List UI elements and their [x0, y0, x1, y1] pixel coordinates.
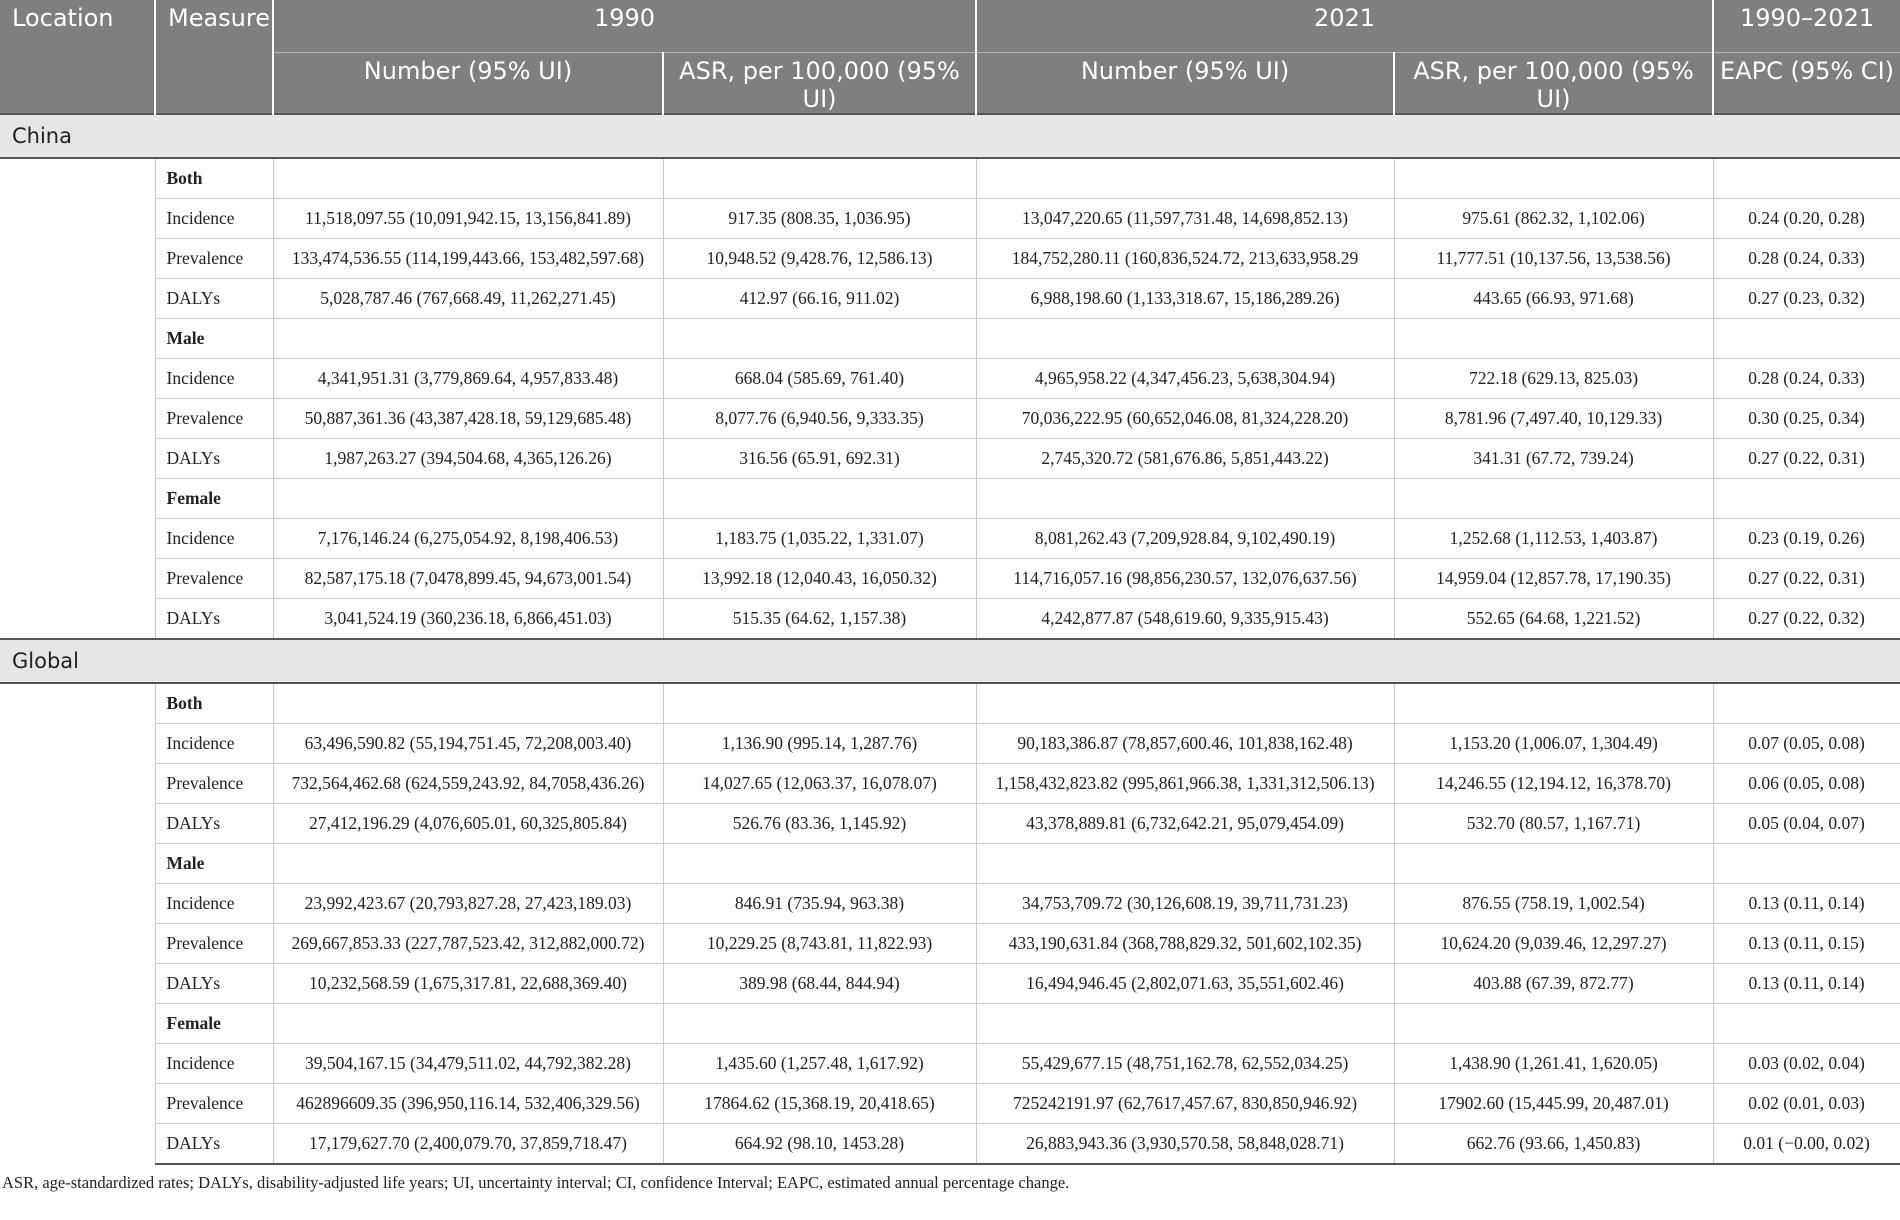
header-asr-1990: ASR, per 100,000 (95% UI)	[663, 53, 976, 115]
measure-cell: Incidence	[155, 519, 273, 559]
measure-cell: Incidence	[155, 199, 273, 239]
empty-cell	[976, 1004, 1394, 1044]
asr-2021-cell: 876.55 (758.19, 1,002.54)	[1394, 884, 1713, 924]
eapc-cell: 0.13 (0.11, 0.14)	[1713, 884, 1900, 924]
number-1990-cell: 4,341,951.31 (3,779,869.64, 4,957,833.48)	[273, 359, 663, 399]
eapc-cell: 0.01 (−0.00, 0.02)	[1713, 1124, 1900, 1165]
number-2021-cell: 16,494,946.45 (2,802,071.63, 35,551,602.46)	[976, 964, 1394, 1004]
number-1990-cell: 82,587,175.18 (7,0478,899.45, 94,673,001.54)	[273, 559, 663, 599]
sex-label: Female	[155, 479, 273, 519]
eapc-cell: 0.07 (0.05, 0.08)	[1713, 724, 1900, 764]
empty-cell	[663, 844, 976, 884]
eapc-cell: 0.27 (0.22, 0.31)	[1713, 559, 1900, 599]
asr-2021-cell: 17902.60 (15,445.99, 20,487.01)	[1394, 1084, 1713, 1124]
table-row	[0, 359, 1900, 399]
sex-group-row	[0, 319, 1900, 359]
asr-1990-cell: 846.91 (735.94, 963.38)	[663, 884, 976, 924]
empty-cell	[273, 844, 663, 884]
asr-1990-cell: 14,027.65 (12,063.37, 16,078.07)	[663, 764, 976, 804]
empty-cell	[663, 479, 976, 519]
sex-label: Both	[155, 158, 273, 199]
asr-1990-cell: 917.35 (808.35, 1,036.95)	[663, 199, 976, 239]
asr-2021-cell: 11,777.51 (10,137.56, 13,538.56)	[1394, 239, 1713, 279]
asr-1990-cell: 412.97 (66.16, 911.02)	[663, 279, 976, 319]
empty-cell	[1394, 319, 1713, 359]
measure-cell: DALYs	[155, 599, 273, 640]
header-number-2021: Number (95% UI)	[976, 53, 1394, 115]
table-row	[0, 559, 1900, 599]
number-1990-cell: 10,232,568.59 (1,675,317.81, 22,688,369.40)	[273, 964, 663, 1004]
number-2021-cell: 13,047,220.65 (11,597,731.48, 14,698,852.13)	[976, 199, 1394, 239]
asr-2021-cell: 552.65 (64.68, 1,221.52)	[1394, 599, 1713, 640]
empty-cell	[1394, 683, 1713, 724]
number-1990-cell: 17,179,627.70 (2,400,079.70, 37,859,718.47)	[273, 1124, 663, 1165]
eapc-cell: 0.30 (0.25, 0.34)	[1713, 399, 1900, 439]
empty-cell	[1713, 844, 1900, 884]
empty-cell	[1713, 479, 1900, 519]
eapc-cell: 0.28 (0.24, 0.33)	[1713, 239, 1900, 279]
sex-label: Male	[155, 319, 273, 359]
asr-1990-cell: 13,992.18 (12,040.43, 16,050.32)	[663, 559, 976, 599]
eapc-cell: 0.13 (0.11, 0.15)	[1713, 924, 1900, 964]
eapc-cell: 0.06 (0.05, 0.08)	[1713, 764, 1900, 804]
asr-2021-cell: 403.88 (67.39, 872.77)	[1394, 964, 1713, 1004]
number-2021-cell: 114,716,057.16 (98,856,230.57, 132,076,637.56)	[976, 559, 1394, 599]
table-row	[0, 724, 1900, 764]
measure-cell: Incidence	[155, 359, 273, 399]
number-1990-cell: 732,564,462.68 (624,559,243.92, 84,7058,436.26)	[273, 764, 663, 804]
asr-2021-cell: 10,624.20 (9,039.46, 12,297.27)	[1394, 924, 1713, 964]
section-row	[0, 639, 1900, 683]
empty-cell	[1713, 1004, 1900, 1044]
sex-group-row	[0, 1004, 1900, 1044]
table-row	[0, 964, 1900, 1004]
empty-cell	[1394, 158, 1713, 199]
table-row	[0, 1124, 1900, 1165]
table-row	[0, 519, 1900, 559]
eapc-cell: 0.27 (0.23, 0.32)	[1713, 279, 1900, 319]
number-1990-cell: 63,496,590.82 (55,194,751.45, 72,208,003.40)	[273, 724, 663, 764]
header-number-1990: Number (95% UI)	[273, 53, 663, 115]
asr-2021-cell: 975.61 (862.32, 1,102.06)	[1394, 199, 1713, 239]
measure-cell: Prevalence	[155, 399, 273, 439]
measure-cell: Prevalence	[155, 924, 273, 964]
empty-cell	[273, 479, 663, 519]
asr-1990-cell: 8,077.76 (6,940.56, 9,333.35)	[663, 399, 976, 439]
measure-cell: Prevalence	[155, 764, 273, 804]
number-2021-cell: 725242191.97 (62,7617,457.67, 830,850,946.92)	[976, 1084, 1394, 1124]
empty-cell	[663, 1004, 976, 1044]
empty-cell	[1394, 844, 1713, 884]
measure-cell: DALYs	[155, 439, 273, 479]
eapc-cell: 0.13 (0.11, 0.14)	[1713, 964, 1900, 1004]
header-year-2021: 2021	[976, 0, 1713, 53]
number-1990-cell: 23,992,423.67 (20,793,827.28, 27,423,189.03)	[273, 884, 663, 924]
asr-2021-cell: 8,781.96 (7,497.40, 10,129.33)	[1394, 399, 1713, 439]
asr-1990-cell: 664.92 (98.10, 1453.28)	[663, 1124, 976, 1165]
number-2021-cell: 43,378,889.81 (6,732,642.21, 95,079,454.09)	[976, 804, 1394, 844]
table-header	[0, 0, 1900, 114]
asr-1990-cell: 526.76 (83.36, 1,145.92)	[663, 804, 976, 844]
number-1990-cell: 5,028,787.46 (767,668.49, 11,262,271.45)	[273, 279, 663, 319]
asr-1990-cell: 1,183.75 (1,035.22, 1,331.07)	[663, 519, 976, 559]
empty-cell	[976, 319, 1394, 359]
section-location: China	[0, 114, 1900, 158]
header-measure: Measure	[155, 0, 273, 114]
sex-group-row	[0, 844, 1900, 884]
table-row	[0, 399, 1900, 439]
eapc-cell: 0.24 (0.20, 0.28)	[1713, 199, 1900, 239]
number-2021-cell: 1,158,432,823.82 (995,861,966.38, 1,331,312,506.13)	[976, 764, 1394, 804]
table-row	[0, 884, 1900, 924]
header-eapc: EAPC (95% CI)	[1713, 53, 1900, 115]
empty-cell	[1394, 479, 1713, 519]
table-row	[0, 1084, 1900, 1124]
table-row	[0, 599, 1900, 640]
number-2021-cell: 26,883,943.36 (3,930,570.58, 58,848,028.71)	[976, 1124, 1394, 1165]
empty-cell	[273, 158, 663, 199]
number-2021-cell: 2,745,320.72 (581,676.86, 5,851,443.22)	[976, 439, 1394, 479]
asr-2021-cell: 14,246.55 (12,194.12, 16,378.70)	[1394, 764, 1713, 804]
asr-1990-cell: 10,229.25 (8,743.81, 11,822.93)	[663, 924, 976, 964]
number-2021-cell: 4,242,877.87 (548,619.60, 9,335,915.43)	[976, 599, 1394, 640]
header-year-span: 1990–2021	[1713, 0, 1900, 53]
measure-cell: Incidence	[155, 724, 273, 764]
header-year-1990: 1990	[273, 0, 976, 53]
empty-cell	[663, 319, 976, 359]
number-1990-cell: 462896609.35 (396,950,116.14, 532,406,329.56)	[273, 1084, 663, 1124]
empty-cell	[1713, 683, 1900, 724]
number-1990-cell: 27,412,196.29 (4,076,605.01, 60,325,805.84)	[273, 804, 663, 844]
measure-cell: Incidence	[155, 1044, 273, 1084]
empty-cell	[976, 479, 1394, 519]
number-1990-cell: 269,667,853.33 (227,787,523.42, 312,882,000.72)	[273, 924, 663, 964]
header-location: Location	[0, 0, 155, 114]
table-row	[0, 804, 1900, 844]
asr-2021-cell: 443.65 (66.93, 971.68)	[1394, 279, 1713, 319]
asr-1990-cell: 515.35 (64.62, 1,157.38)	[663, 599, 976, 640]
asr-1990-cell: 668.04 (585.69, 761.40)	[663, 359, 976, 399]
number-2021-cell: 55,429,677.15 (48,751,162.78, 62,552,034.25)	[976, 1044, 1394, 1084]
number-2021-cell: 90,183,386.87 (78,857,600.46, 101,838,162.48)	[976, 724, 1394, 764]
table-row	[0, 199, 1900, 239]
asr-2021-cell: 662.76 (93.66, 1,450.83)	[1394, 1124, 1713, 1165]
asr-2021-cell: 532.70 (80.57, 1,167.71)	[1394, 804, 1713, 844]
measure-cell: Prevalence	[155, 239, 273, 279]
eapc-cell: 0.27 (0.22, 0.31)	[1713, 439, 1900, 479]
eapc-cell: 0.03 (0.02, 0.04)	[1713, 1044, 1900, 1084]
asr-2021-cell: 722.18 (629.13, 825.03)	[1394, 359, 1713, 399]
section-location: Global	[0, 639, 1900, 683]
table-row	[0, 924, 1900, 964]
eapc-cell: 0.02 (0.01, 0.03)	[1713, 1084, 1900, 1124]
location-cell	[0, 683, 155, 1164]
number-2021-cell: 70,036,222.95 (60,652,046.08, 81,324,228.20)	[976, 399, 1394, 439]
asr-2021-cell: 1,438.90 (1,261.41, 1,620.05)	[1394, 1044, 1713, 1084]
number-1990-cell: 7,176,146.24 (6,275,054.92, 8,198,406.53)	[273, 519, 663, 559]
number-1990-cell: 133,474,536.55 (114,199,443.66, 153,482,597.68)	[273, 239, 663, 279]
number-2021-cell: 6,988,198.60 (1,133,318.67, 15,186,289.26)	[976, 279, 1394, 319]
eapc-cell: 0.23 (0.19, 0.26)	[1713, 519, 1900, 559]
asr-1990-cell: 389.98 (68.44, 844.94)	[663, 964, 976, 1004]
sex-label: Female	[155, 1004, 273, 1044]
table-row	[0, 1044, 1900, 1084]
asr-2021-cell: 1,153.20 (1,006.07, 1,304.49)	[1394, 724, 1713, 764]
eapc-cell: 0.05 (0.04, 0.07)	[1713, 804, 1900, 844]
empty-cell	[273, 1004, 663, 1044]
empty-cell	[1713, 158, 1900, 199]
number-2021-cell: 4,965,958.22 (4,347,456.23, 5,638,304.94)	[976, 359, 1394, 399]
asr-1990-cell: 10,948.52 (9,428.76, 12,586.13)	[663, 239, 976, 279]
table-body	[0, 114, 1900, 1164]
sex-group-row	[0, 158, 1900, 199]
empty-cell	[663, 158, 976, 199]
number-2021-cell: 8,081,262.43 (7,209,928.84, 9,102,490.19)	[976, 519, 1394, 559]
asr-1990-cell: 1,435.60 (1,257.48, 1,617.92)	[663, 1044, 976, 1084]
table-row	[0, 764, 1900, 804]
number-1990-cell: 3,041,524.19 (360,236.18, 6,866,451.03)	[273, 599, 663, 640]
table-footnote: ASR, age-standardized rates; DALYs, disability-adjusted life years; UI, uncertainty interval; CI, confidence Interval; EAPC, estimated annual percentage change.	[2, 1173, 1070, 1192]
table-row	[0, 239, 1900, 279]
eapc-cell: 0.27 (0.22, 0.32)	[1713, 599, 1900, 640]
sex-label: Both	[155, 683, 273, 724]
section-row	[0, 114, 1900, 158]
measure-cell: Prevalence	[155, 559, 273, 599]
table-row	[0, 439, 1900, 479]
empty-cell	[663, 683, 976, 724]
number-1990-cell: 11,518,097.55 (10,091,942.15, 13,156,841.89)	[273, 199, 663, 239]
empty-cell	[273, 319, 663, 359]
header-asr-2021: ASR, per 100,000 (95% UI)	[1394, 53, 1713, 115]
asr-1990-cell: 17864.62 (15,368.19, 20,418.65)	[663, 1084, 976, 1124]
measure-cell: DALYs	[155, 279, 273, 319]
asr-1990-cell: 1,136.90 (995.14, 1,287.76)	[663, 724, 976, 764]
asr-2021-cell: 341.31 (67.72, 739.24)	[1394, 439, 1713, 479]
empty-cell	[273, 683, 663, 724]
empty-cell	[976, 844, 1394, 884]
number-1990-cell: 39,504,167.15 (34,479,511.02, 44,792,382.28)	[273, 1044, 663, 1084]
asr-1990-cell: 316.56 (65.91, 692.31)	[663, 439, 976, 479]
empty-cell	[976, 683, 1394, 724]
number-1990-cell: 50,887,361.36 (43,387,428.18, 59,129,685.48)	[273, 399, 663, 439]
location-cell	[0, 158, 155, 639]
measure-cell: Prevalence	[155, 1084, 273, 1124]
measure-cell: DALYs	[155, 804, 273, 844]
empty-cell	[1394, 1004, 1713, 1044]
number-2021-cell: 433,190,631.84 (368,788,829.32, 501,602,102.35)	[976, 924, 1394, 964]
number-2021-cell: 184,752,280.11 (160,836,524.72, 213,633,958.29	[976, 239, 1394, 279]
asr-2021-cell: 14,959.04 (12,857.78, 17,190.35)	[1394, 559, 1713, 599]
number-2021-cell: 34,753,709.72 (30,126,608.19, 39,711,731.23)	[976, 884, 1394, 924]
sex-group-row	[0, 683, 1900, 724]
empty-cell	[1713, 319, 1900, 359]
measure-cell: DALYs	[155, 964, 273, 1004]
asr-2021-cell: 1,252.68 (1,112.53, 1,403.87)	[1394, 519, 1713, 559]
empty-cell	[976, 158, 1394, 199]
sex-label: Male	[155, 844, 273, 884]
table-row	[0, 279, 1900, 319]
eapc-cell: 0.28 (0.24, 0.33)	[1713, 359, 1900, 399]
sex-group-row	[0, 479, 1900, 519]
number-1990-cell: 1,987,263.27 (394,504.68, 4,365,126.26)	[273, 439, 663, 479]
measure-cell: Incidence	[155, 884, 273, 924]
measure-cell: DALYs	[155, 1124, 273, 1165]
